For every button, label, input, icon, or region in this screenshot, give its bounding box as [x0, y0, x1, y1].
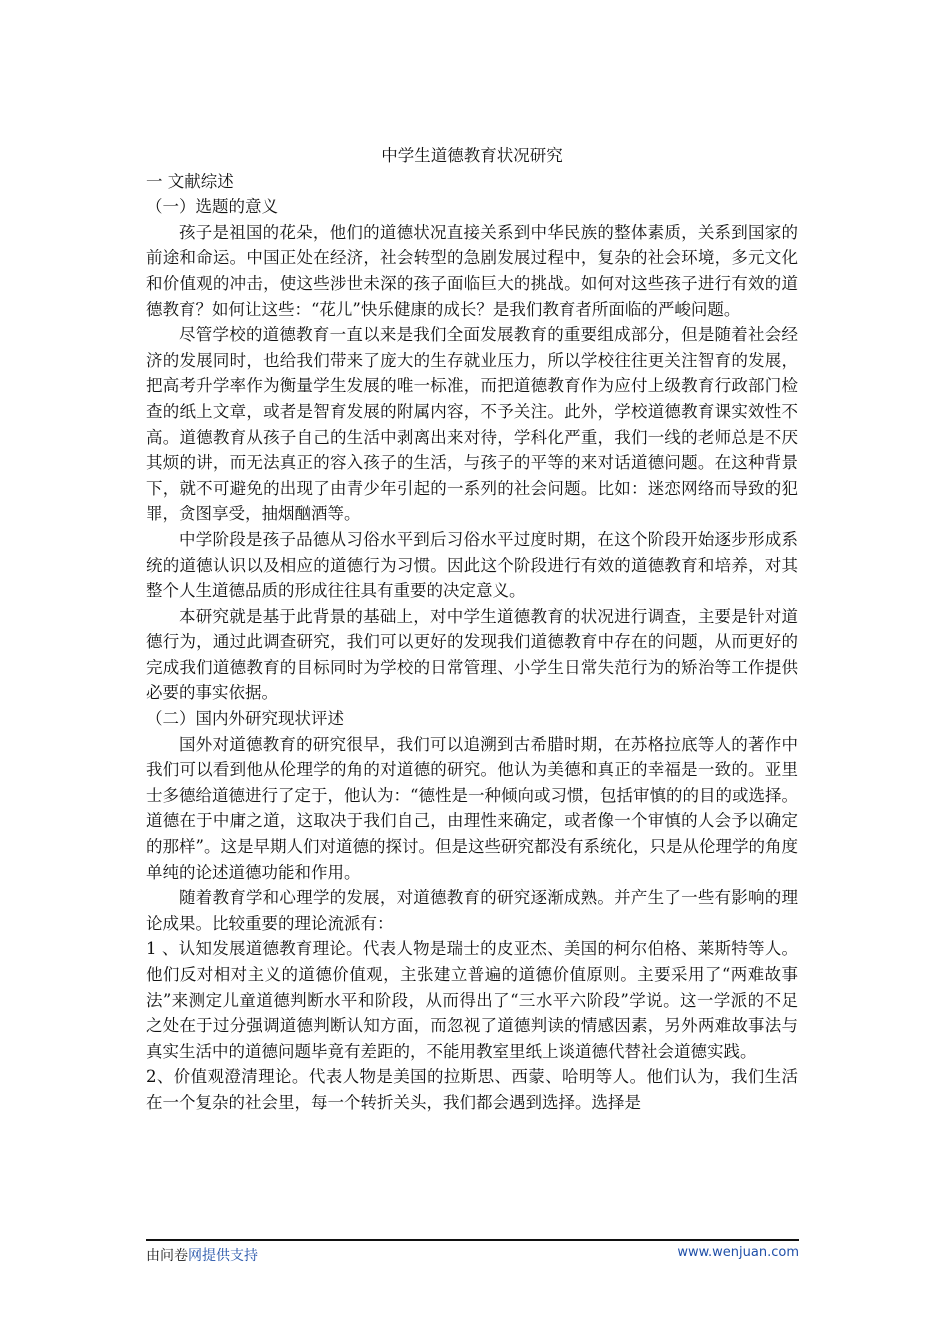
section-heading-literature-review: 一 文献综述 [146, 171, 234, 191]
subsection-heading-significance: （一）选题的意义 [146, 197, 278, 217]
paragraph: 孩子是祖国的花朵，他们的道德状况直接关系到中华民族的整体素质，关系到国家的前途和命运。中国正处在经济，社会转型的急剧发展过程中，复杂的社会环境，多元文化和价值观的冲击，使这些涉世未深的孩子面临巨大的挑战。如何对这些孩子进行有效的道德教育？如何让这些：“花儿”快乐健康的成长？是我们教育者所面临的严峻问题。 [146, 222, 798, 319]
footer-divider [146, 1239, 799, 1241]
list-item: 2、价值观澄清理论。代表人物是美国的拉斯思、西蒙、哈明等人。他们认为，我们生活在一个复杂的社会里，每一个转折关头，我们都会遇到选择。选择是 [146, 1067, 798, 1112]
list-item: 1 、认知发展道德教育理论。代表人物是瑞士的皮亚杰、美国的柯尔伯格、莱斯特等人。他们反对相对主义的道德价值观，主张建立普遍的道德价值原则。主要采用了“两难故事法”来测定儿童道德判断水平和阶段，从而得出了“三水平六阶段”学说。这一学派的不足之处在于过分强调道德判断认知方面，而忽视了道德判读的情感因素，另外两难故事法与真实生活中的道德问题毕竟有差距的，不能用教室里纸上谈道德代替社会道德实践。 [146, 939, 798, 1061]
subsection-heading-research-status: （二）国内外研究现状评述 [146, 709, 344, 729]
footer-credit-prefix: 由问卷 [146, 1248, 188, 1264]
paragraph: 本研究就是基于此背景的基础上，对中学生道德教育的状况进行调查，主要是针对道德行为，通过此调查研究，我们可以更好的发现我们道德教育中存在的问题，从而更好的完成我们道德教育的目标同时为学校的日常管理、小学生日常失范行为的矫治等工作提供必要的事实依据。 [146, 606, 798, 703]
footer-website-link[interactable]: www.wenjuan.com [677, 1245, 799, 1260]
paragraph: 国外对道德教育的研究很早，我们可以追溯到古希腊时期，在苏格拉底等人的著作中我们可以看到他从伦理学的角的对道德的研究。他认为美德和真正的幸福是一致的。亚里士多德给道德进行了定于，他认为：“德性是一种倾向或习惯，包括审慎的的目的或选择。道德在于中庸之道，这取决于我们自己，由理性来确定，或者像一个审慎的人会予以确定的那样”。这是早期人们对道德的探讨。但是这些研究都没有系统化，只是从伦理学的角度单纯的论述道德功能和作用。 [146, 734, 798, 882]
footer-credit [146, 1245, 258, 1265]
paragraph: 尽管学校的道德教育一直以来是我们全面发展教育的重要组成部分，但是随着社会经济的发展同时，也给我们带来了庞大的生存就业压力，所以学校往往更关注智育的发展，把高考升学率作为衡量学生发展的唯一标准，而把道德教育作为应付上级教育行政部门检查的纸上文章，或者是智育发展的附属内容，不予关注。此外，学校道德教育课实效性不高。道德教育从孩子自己的生活中剥离出来对待，学科化严重，我们一线的老师总是不厌其烦的讲，而无法真正的容入孩子的生活，与孩子的平等的来对话道德问题。在这种背景下，就不可避免的出现了由青少年引起的一系列的社会问题。比如：迷恋网络而导致的犯罪，贪图享受，抽烟酗酒等。 [146, 325, 798, 524]
paragraph: 中学阶段是孩子品德从习俗水平到后习俗水平过度时期，在这个阶段开始逐步形成系统的道德认识以及相应的道德行为习惯。因此这个阶段进行有效的道德教育和培养，对其整个人生道德品质的形成往往具有重要的决定意义。 [146, 529, 798, 601]
document-body [146, 143, 798, 1116]
footer-credit-brand: 网 [188, 1248, 202, 1264]
document-title: 中学生道德教育状况研究 [381, 146, 563, 165]
footer-credit-suffix: 提供支持 [202, 1248, 258, 1264]
paragraph: 随着教育学和心理学的发展，对道德教育的研究逐渐成熟。并产生了一些有影响的理论成果。比较重要的理论流派有： [146, 888, 798, 933]
